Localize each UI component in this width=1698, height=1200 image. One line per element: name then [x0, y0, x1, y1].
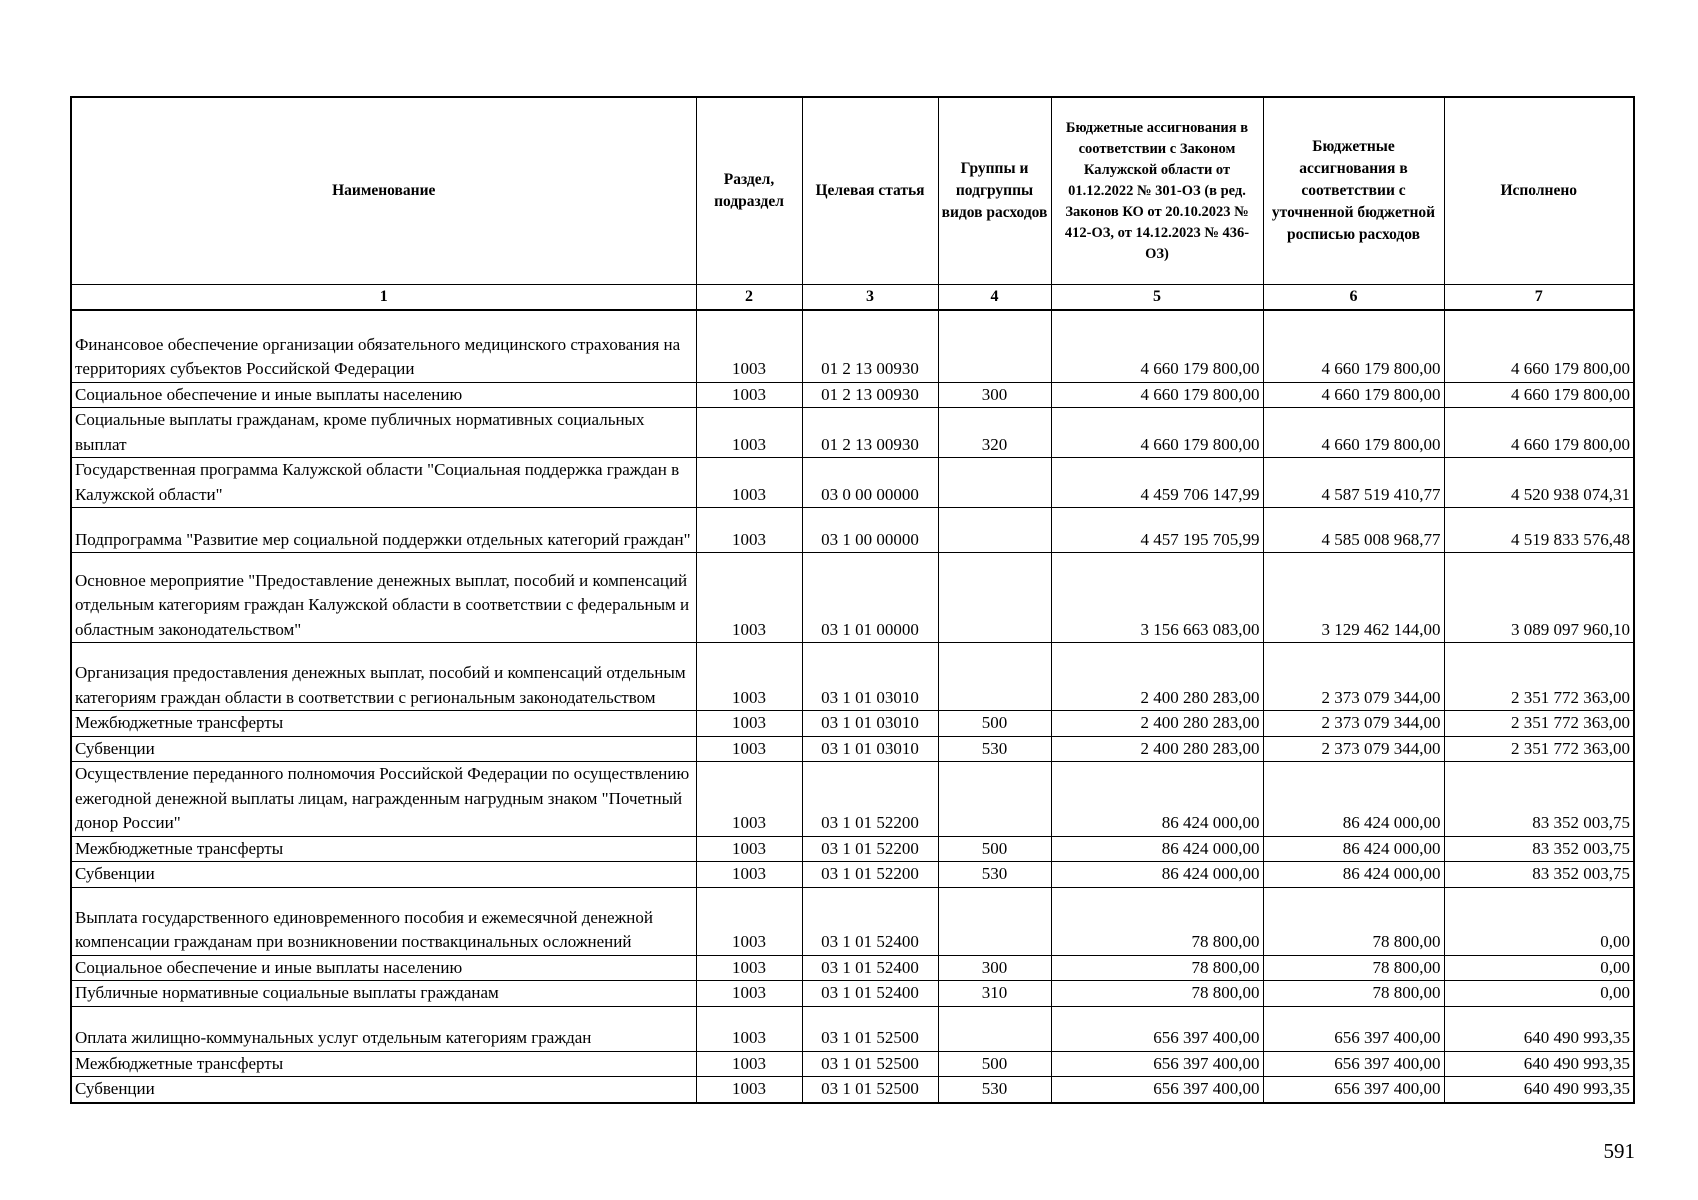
header-section: Раздел, подраздел: [696, 97, 802, 285]
row-law-allocation: 4 660 179 800,00: [1051, 382, 1263, 408]
row-law-allocation: 2 400 280 283,00: [1051, 736, 1263, 762]
row-section: 1003: [696, 862, 802, 888]
row-target-article: 03 1 00 00000: [802, 508, 938, 553]
table-body: [71, 310, 1634, 1103]
header-schedule-allocation: Бюджетные ассигнования в соответствии с уточненной бюджетной росписью расходов: [1263, 97, 1444, 285]
row-law-allocation: 78 800,00: [1051, 887, 1263, 955]
row-law-allocation: 656 397 400,00: [1051, 1051, 1263, 1077]
column-number: 3: [802, 285, 938, 311]
row-law-allocation: 78 800,00: [1051, 955, 1263, 981]
row-expense-group: [938, 553, 1051, 643]
row-schedule-allocation: 86 424 000,00: [1263, 862, 1444, 888]
budget-table: [70, 96, 1635, 1104]
row-executed: 640 490 993,35: [1444, 1051, 1634, 1077]
row-schedule-allocation: 656 397 400,00: [1263, 1051, 1444, 1077]
row-executed: 4 660 179 800,00: [1444, 408, 1634, 458]
table-row: [71, 553, 1634, 643]
row-expense-group: 320: [938, 408, 1051, 458]
row-name: Выплата государственного единовременного пособия и ежемесячной денежной компенсации гражданам при возникновении поствакцинальных осложнений: [71, 887, 696, 955]
row-expense-group: [938, 458, 1051, 508]
row-section: 1003: [696, 736, 802, 762]
row-target-article: 01 2 13 00930: [802, 382, 938, 408]
row-name: Основное мероприятие "Предоставление денежных выплат, пособий и компенсаций отдельным категориям граждан Калужской области в соответствии с федеральным и областным законодательством": [71, 553, 696, 643]
row-schedule-allocation: 78 800,00: [1263, 955, 1444, 981]
row-executed: 4 520 938 074,31: [1444, 458, 1634, 508]
table-row: [71, 981, 1634, 1007]
row-schedule-allocation: 78 800,00: [1263, 887, 1444, 955]
column-number: 2: [696, 285, 802, 311]
row-expense-group: [938, 762, 1051, 837]
table-row: [71, 508, 1634, 553]
row-expense-group: [938, 310, 1051, 382]
row-section: 1003: [696, 643, 802, 711]
row-section: 1003: [696, 955, 802, 981]
row-name: Субвенции: [71, 736, 696, 762]
row-law-allocation: 656 397 400,00: [1051, 1006, 1263, 1051]
row-section: 1003: [696, 508, 802, 553]
row-target-article: 03 1 01 03010: [802, 643, 938, 711]
row-expense-group: [938, 1006, 1051, 1051]
table-row: [71, 862, 1634, 888]
table-row: [71, 310, 1634, 382]
row-executed: 0,00: [1444, 887, 1634, 955]
header-row: [71, 97, 1634, 285]
row-section: 1003: [696, 310, 802, 382]
row-expense-group: 310: [938, 981, 1051, 1007]
row-target-article: 01 2 13 00930: [802, 408, 938, 458]
row-executed: 2 351 772 363,00: [1444, 643, 1634, 711]
row-law-allocation: 4 660 179 800,00: [1051, 310, 1263, 382]
row-name: Субвенции: [71, 862, 696, 888]
header-name: Наименование: [71, 97, 696, 285]
column-number: 6: [1263, 285, 1444, 311]
row-executed: 4 519 833 576,48: [1444, 508, 1634, 553]
row-target-article: 03 0 00 00000: [802, 458, 938, 508]
column-number-row: [71, 285, 1634, 311]
row-name: Субвенции: [71, 1077, 696, 1103]
row-name: Государственная программа Калужской области "Социальная поддержка граждан в Калужской области": [71, 458, 696, 508]
row-law-allocation: 86 424 000,00: [1051, 762, 1263, 837]
row-law-allocation: 86 424 000,00: [1051, 862, 1263, 888]
row-target-article: 03 1 01 52400: [802, 981, 938, 1007]
row-target-article: 03 1 01 52500: [802, 1051, 938, 1077]
row-section: 1003: [696, 762, 802, 837]
row-law-allocation: 78 800,00: [1051, 981, 1263, 1007]
row-executed: 2 351 772 363,00: [1444, 711, 1634, 737]
row-section: 1003: [696, 1051, 802, 1077]
table-row: [71, 762, 1634, 837]
row-schedule-allocation: 4 660 179 800,00: [1263, 382, 1444, 408]
table-row: [71, 836, 1634, 862]
table-row: [71, 408, 1634, 458]
row-executed: 83 352 003,75: [1444, 762, 1634, 837]
row-target-article: 03 1 01 52500: [802, 1006, 938, 1051]
table-row: [71, 1077, 1634, 1103]
row-executed: 83 352 003,75: [1444, 862, 1634, 888]
row-name: Подпрограмма "Развитие мер социальной поддержки отдельных категорий граждан": [71, 508, 696, 553]
table-row: [71, 711, 1634, 737]
column-number: 7: [1444, 285, 1634, 311]
row-name: Оплата жилищно-коммунальных услуг отдельным категориям граждан: [71, 1006, 696, 1051]
row-schedule-allocation: 2 373 079 344,00: [1263, 736, 1444, 762]
row-schedule-allocation: 4 660 179 800,00: [1263, 310, 1444, 382]
row-target-article: 03 1 01 52500: [802, 1077, 938, 1103]
row-law-allocation: 86 424 000,00: [1051, 836, 1263, 862]
header-law-allocation: Бюджетные ассигнования в соответствии с Законом Калужской области от 01.12.2022 № 301-ОЗ (в ред. Законов КО от 20.10.2023 № 412-ОЗ, от 14.12.2023 № 436-ОЗ): [1051, 97, 1263, 285]
row-executed: 640 490 993,35: [1444, 1077, 1634, 1103]
row-schedule-allocation: 656 397 400,00: [1263, 1077, 1444, 1103]
row-name: Межбюджетные трансферты: [71, 836, 696, 862]
row-expense-group: 530: [938, 1077, 1051, 1103]
row-section: 1003: [696, 836, 802, 862]
row-name: Социальное обеспечение и иные выплаты населению: [71, 955, 696, 981]
table-row: [71, 955, 1634, 981]
table-row: [71, 382, 1634, 408]
row-law-allocation: 3 156 663 083,00: [1051, 553, 1263, 643]
column-number: 5: [1051, 285, 1263, 311]
row-expense-group: 530: [938, 862, 1051, 888]
table-row: [71, 643, 1634, 711]
row-section: 1003: [696, 408, 802, 458]
row-target-article: 03 1 01 03010: [802, 736, 938, 762]
column-number: 4: [938, 285, 1051, 311]
row-schedule-allocation: 4 587 519 410,77: [1263, 458, 1444, 508]
row-schedule-allocation: 78 800,00: [1263, 981, 1444, 1007]
row-law-allocation: 4 457 195 705,99: [1051, 508, 1263, 553]
row-name: Осуществление переданного полномочия Российской Федерации по осуществлению ежегодной денежной выплаты лицам, награжденным нагрудным знаком "Почетный донор России": [71, 762, 696, 837]
row-section: 1003: [696, 382, 802, 408]
row-name: Социальное обеспечение и иные выплаты населению: [71, 382, 696, 408]
header-executed: Исполнено: [1444, 97, 1634, 285]
row-executed: 2 351 772 363,00: [1444, 736, 1634, 762]
table-row: [71, 458, 1634, 508]
row-section: 1003: [696, 553, 802, 643]
row-schedule-allocation: 4 660 179 800,00: [1263, 408, 1444, 458]
row-expense-group: 500: [938, 836, 1051, 862]
row-expense-group: [938, 643, 1051, 711]
row-schedule-allocation: 86 424 000,00: [1263, 762, 1444, 837]
row-name: Публичные нормативные социальные выплаты гражданам: [71, 981, 696, 1007]
row-schedule-allocation: 656 397 400,00: [1263, 1006, 1444, 1051]
row-target-article: 01 2 13 00930: [802, 310, 938, 382]
row-schedule-allocation: 3 129 462 144,00: [1263, 553, 1444, 643]
row-executed: 3 089 097 960,10: [1444, 553, 1634, 643]
row-expense-group: 300: [938, 382, 1051, 408]
row-section: 1003: [696, 1077, 802, 1103]
row-executed: 0,00: [1444, 981, 1634, 1007]
row-section: 1003: [696, 981, 802, 1007]
row-expense-group: 530: [938, 736, 1051, 762]
row-target-article: 03 1 01 52400: [802, 955, 938, 981]
row-section: 1003: [696, 1006, 802, 1051]
row-law-allocation: 2 400 280 283,00: [1051, 643, 1263, 711]
row-expense-group: 300: [938, 955, 1051, 981]
row-target-article: 03 1 01 00000: [802, 553, 938, 643]
table-row: [71, 736, 1634, 762]
row-target-article: 03 1 01 52400: [802, 887, 938, 955]
header-target: Целевая статья: [802, 97, 938, 285]
row-schedule-allocation: 2 373 079 344,00: [1263, 711, 1444, 737]
row-target-article: 03 1 01 52200: [802, 836, 938, 862]
row-target-article: 03 1 01 52200: [802, 862, 938, 888]
row-law-allocation: 4 660 179 800,00: [1051, 408, 1263, 458]
row-name: Финансовое обеспечение организации обязательного медицинского страхования на территориях субъектов Российской Федерации: [71, 310, 696, 382]
row-schedule-allocation: 86 424 000,00: [1263, 836, 1444, 862]
header-groups: Группы и подгруппы видов расходов: [938, 97, 1051, 285]
row-name: Организация предоставления денежных выплат, пособий и компенсаций отдельным категориям граждан области в соответствии с региональным законодательством: [71, 643, 696, 711]
row-section: 1003: [696, 711, 802, 737]
row-expense-group: [938, 508, 1051, 553]
table-row: [71, 887, 1634, 955]
row-law-allocation: 2 400 280 283,00: [1051, 711, 1263, 737]
row-executed: 4 660 179 800,00: [1444, 382, 1634, 408]
row-executed: 4 660 179 800,00: [1444, 310, 1634, 382]
row-name: Социальные выплаты гражданам, кроме публичных нормативных социальных выплат: [71, 408, 696, 458]
row-schedule-allocation: 4 585 008 968,77: [1263, 508, 1444, 553]
row-expense-group: [938, 887, 1051, 955]
column-number: 1: [71, 285, 696, 311]
row-name: Межбюджетные трансферты: [71, 711, 696, 737]
row-expense-group: 500: [938, 711, 1051, 737]
row-executed: 640 490 993,35: [1444, 1006, 1634, 1051]
table-row: [71, 1051, 1634, 1077]
row-section: 1003: [696, 887, 802, 955]
row-executed: 83 352 003,75: [1444, 836, 1634, 862]
row-section: 1003: [696, 458, 802, 508]
table-row: [71, 1006, 1634, 1051]
row-target-article: 03 1 01 52200: [802, 762, 938, 837]
row-law-allocation: 656 397 400,00: [1051, 1077, 1263, 1103]
row-schedule-allocation: 2 373 079 344,00: [1263, 643, 1444, 711]
row-target-article: 03 1 01 03010: [802, 711, 938, 737]
row-law-allocation: 4 459 706 147,99: [1051, 458, 1263, 508]
row-name: Межбюджетные трансферты: [71, 1051, 696, 1077]
row-executed: 0,00: [1444, 955, 1634, 981]
row-expense-group: 500: [938, 1051, 1051, 1077]
page-number: 591: [1603, 1139, 1635, 1163]
